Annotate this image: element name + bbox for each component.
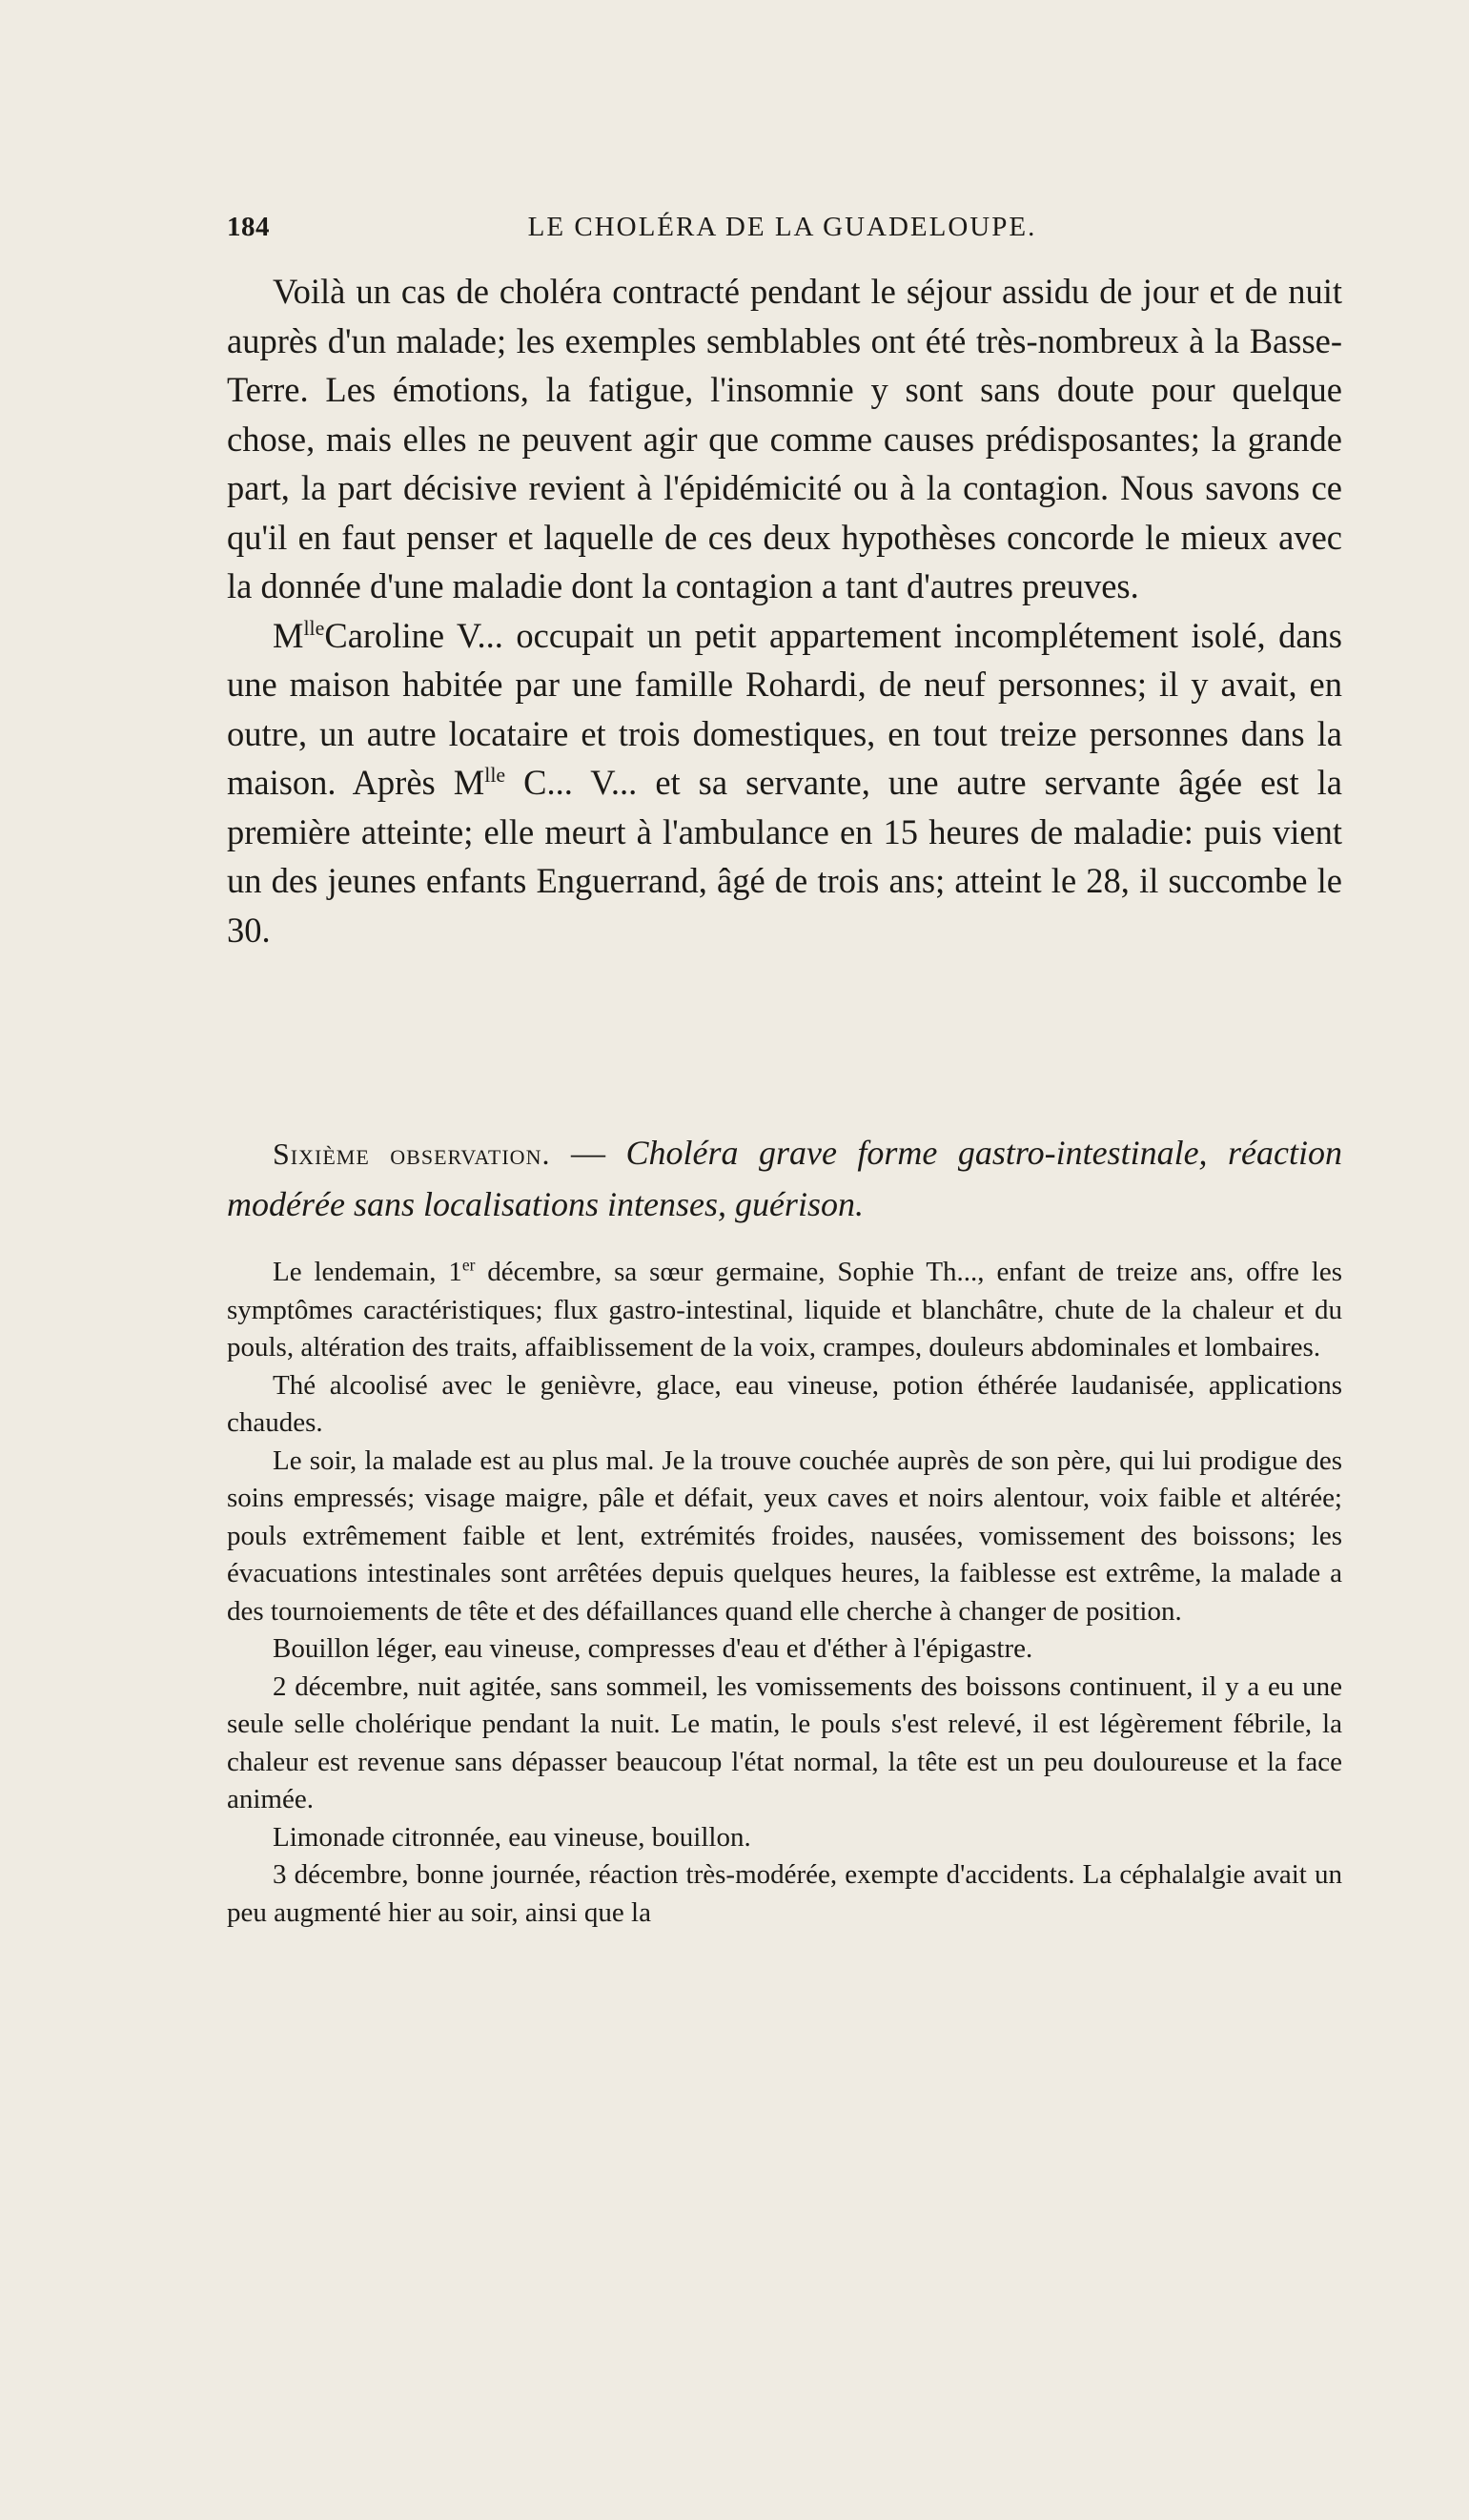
heading-dash: —	[570, 1134, 605, 1172]
paragraph: 3 décembre, bonne journée, réaction très-modérée, exempte d'accidents. La céphalalgie avait un peu augmenté hier au soir, ainsi que la	[227, 1859, 1342, 1928]
page-number: 184	[227, 212, 270, 242]
paragraph: 2 décembre, nuit agitée, sans sommeil, les vomissements des boissons continuent, il y a eu une seule selle cholérique pendant la nuit. Le matin, le pouls s'est relevé, il est légèrement fébrile, la chaleur est revenue sans dépasser beaucoup l'état normal, la tête est un peu douloureuse et la face animée.	[227, 1670, 1342, 1814]
observation-text	[227, 1254, 1342, 1932]
observation-heading-block	[227, 1128, 1342, 1230]
paragraph: Thé alcoolisé avec le genièvre, glace, eau vineuse, potion éthérée laudanisée, applications chaudes.	[227, 1369, 1342, 1438]
paragraph: $M^{lle}Caroline$ V... occupait un petit appartement incomplétement isolé, dans une maison habitée par une famille Rohardi, de neuf personnes; il y avait, en outre, un autre locataire et trois domestiques, en tout treize personnes dans la maison. Après $M^{lle}$ C... V... et sa servante, une autre servante âgée est la première atteinte; elle meurt à l'ambulance en 15 heures de maladie: puis vient un des jeunes enfants Enguerrand, âgé de trois ans; atteint le 28, il succombe le 30.	[227, 615, 1342, 950]
running-title: LE CHOLÉRA DE LA GUADELOUPE.	[527, 212, 1037, 242]
observation-title: Choléra grave forme gastro-intestinale, réaction modérée sans localisations intenses, guérison.	[227, 1134, 1343, 1223]
paragraph: Bouillon léger, eau vineuse, compresses d'eau et d'éther à l'épigastre.	[273, 1633, 1033, 1664]
observation-label: Sixième observation.	[273, 1137, 551, 1171]
paragraph: Le soir, la malade est au plus mal. Je la trouve couchée auprès de son père, qui lui prodigue des soins empressés; visage maigre, pâle et défait, yeux caves et noirs alentour, voix faible et altérée; pouls extrêmement faible et lent, extrémités froides, nausées, vomissement des boissons; les évacuations intestinales sont arrêtées depuis quelques heures, la faiblesse est extrême, la malade a des tournoiements de tête et des défaillances quand elle cherche à changer de position.	[227, 1444, 1342, 1627]
honorific: $M^{lle}$	[453, 762, 506, 802]
observation-heading	[227, 1128, 1342, 1230]
paragraph: Voilà un cas de choléra contracté pendant le séjour assidu de jour et de nuit auprès d'un malade; les exemples semblables ont été très-nombreux à la Basse-Terre. Les émotions, la fatigue, l'insomnie y sont sans doute pour quelque chose, mais elles ne peuvent agir que comme causes prédisposantes; la grande part, la part décisive revient à l'épidémicité ou à la contagion. Nous savons ce qu'il en faut penser et laquelle de ces deux hypothèses concorde le mieux avec la donnée d'une maladie dont la contagion a tant d'autres preuves.	[227, 272, 1342, 605]
running-header	[227, 212, 1337, 250]
honorific: $M^{lle}$	[273, 615, 325, 655]
main-text	[227, 267, 1342, 954]
paragraph: Limonade citronnée, eau vineuse, bouillon.	[273, 1821, 751, 1853]
paragraph: Le lendemain, 1er décembre, sa sœur germaine, Sophie Th..., enfant de treize ans, offre les symptômes caractéristiques; flux gastro-intestinal, liquide et blanchâtre, chute de la chaleur et du pouls, altération des traits, affaiblissement de la voix, crampes, douleurs abdominales et lombaires.	[227, 1255, 1342, 1362]
